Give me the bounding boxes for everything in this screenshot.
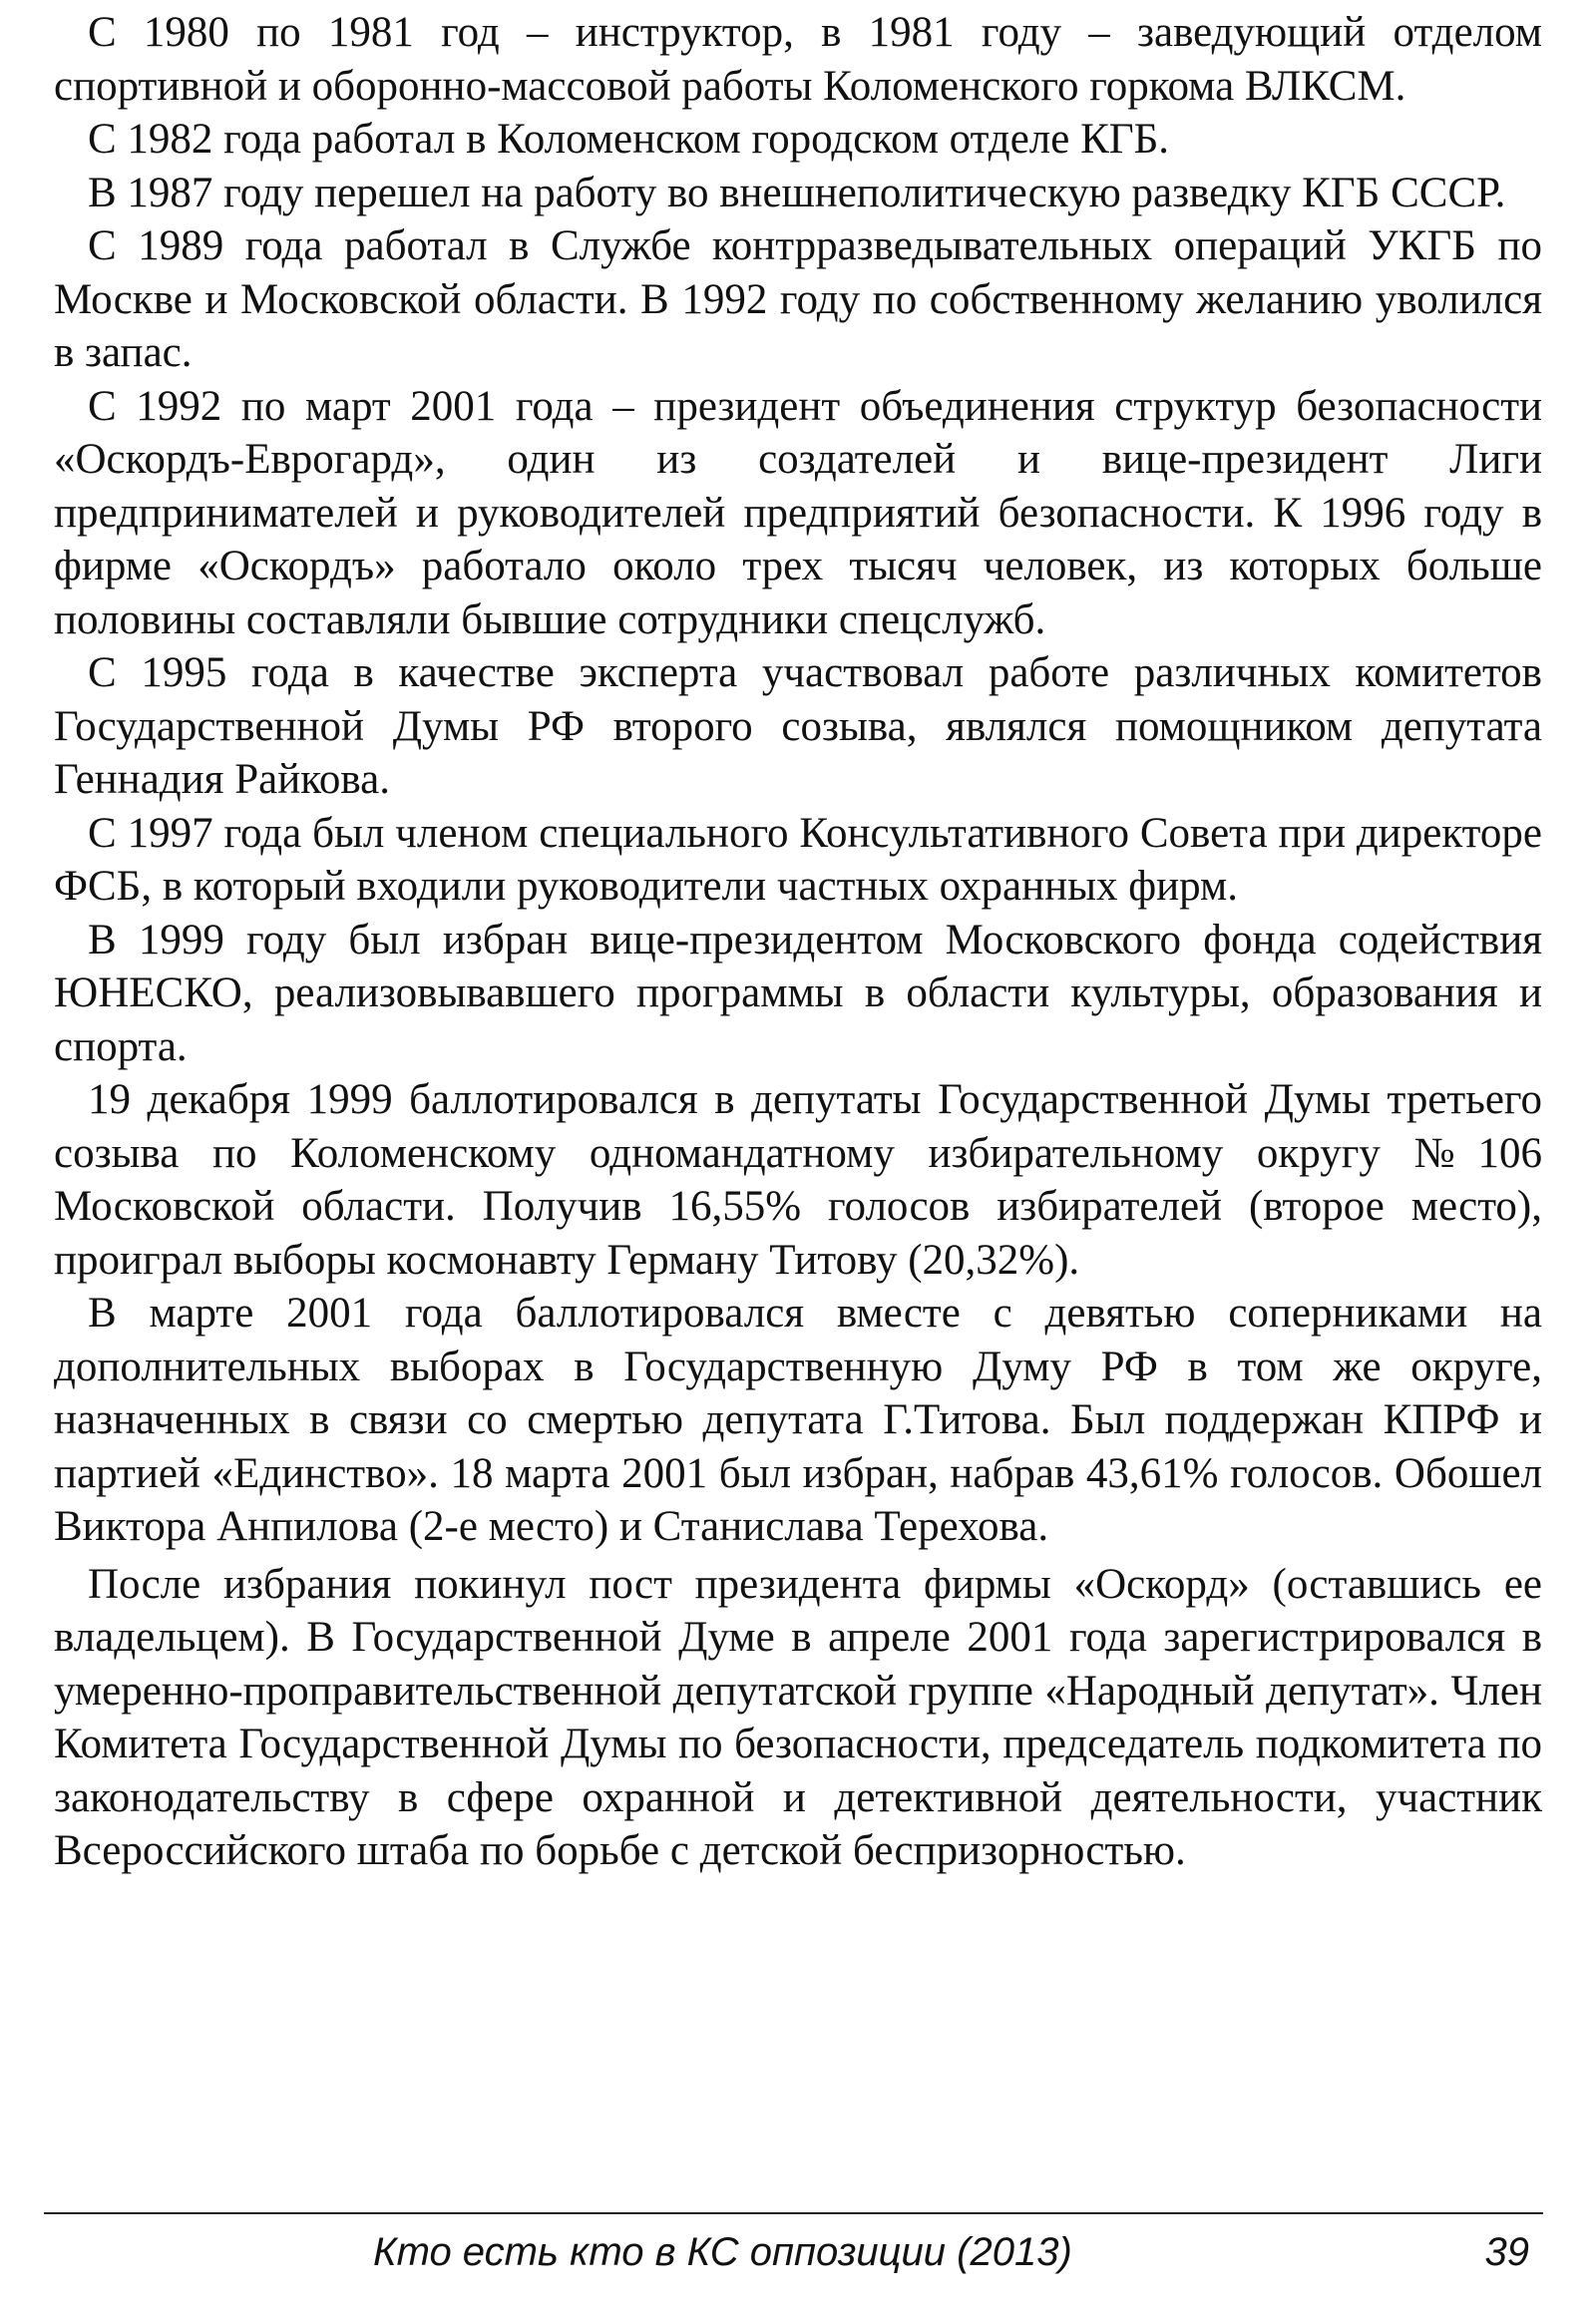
paragraph-7: С 1997 года был членом специального Консультативного Совета при директоре ФСБ, в который входили руководители частных охранных фирм. [54,809,1542,910]
paragraph-8: В 1999 году был избран вице-президентом Московского фонда содействия ЮНЕСКО, реализовывавшего программы в области культуры, образования и спорта. [54,916,1542,1070]
paragraph-10: В марте 2001 года баллотировался вместе с девятью соперниками на дополнительных выборах в Государственную Думу РФ в том же округе, назначенных в связи со смертью депутата Г.Титова. Был поддержан КПРФ и партией «Единство». 18 марта 2001 был избран, набрав 43,61% голосов. Обошел Виктора Анпилова (2-е место) и Станислава Терехова. [54,1290,1542,1550]
paragraph-1: С 1980 по 1981 год – инструктор, в 1981 году – заведующий отделом спортивной и оборонно-массовой работы Коломенского горкома ВЛКСМ. [54,9,1542,110]
document-body [54,6,1542,1878]
paragraph-11: После избрания покинул пост президента фирмы «Оскорд» (оставшись ее владельцем). В Государственной Думе в апреле 2001 года зарегистрировался в умеренно-проправительственной депутатской группе «Народный депутат». Член Комитета Государственной Думы по безопасности, председатель подкомитета по законодательству в сфере охранной и детективной деятельности, участник Всероссийского штаба по борьбе с детской беспризорностью. [54,1560,1542,1874]
page-footer [44,2224,1543,2284]
footer-divider [44,2212,1543,2214]
paragraph-3: В 1987 году перешел на работу во внешнеполитическую разведку КГБ СССР. [88,169,1506,216]
paragraph-5: С 1992 по март 2001 года – президент объединения структур безопасности «Оскордъ-Еврогард», один из создателей и вице-президент Лиги предпринимателей и руководителей предприятий безопасности. К 1996 году в фирме «Оскордъ» работало около трех тысяч человек, из которых больше половины составляли бывшие сотрудники спецслужб. [54,382,1542,643]
footer-title: Кто есть кто в КС оппозиции (2013) [373,2230,1072,2274]
paragraph-9: 19 декабря 1999 баллотировался в депутаты Государственной Думы третьего созыва по Коломенскому одномандатному избирательному округу №106 Московской области. Получив 16,55% голосов избирателей (второе место), проиграл выборы космонавту Герману Титову (20,32%). [54,1076,1542,1284]
paragraph-2: С 1982 года работал в Коломенском городском отделе КГБ. [88,116,1170,163]
paragraph-4: С 1989 года работал в Службе контрразведывательных операций УКГБ по Москве и Московской области. В 1992 году по собственному желанию уволился в запас. [54,222,1542,376]
paragraph-6: С 1995 года в качестве эксперта участвовал работе различных комитетов Государственной Думы РФ второго созыва, являлся помощником депутата Геннадия Райкова. [54,649,1542,803]
page-number: 39 [1484,2230,1529,2274]
